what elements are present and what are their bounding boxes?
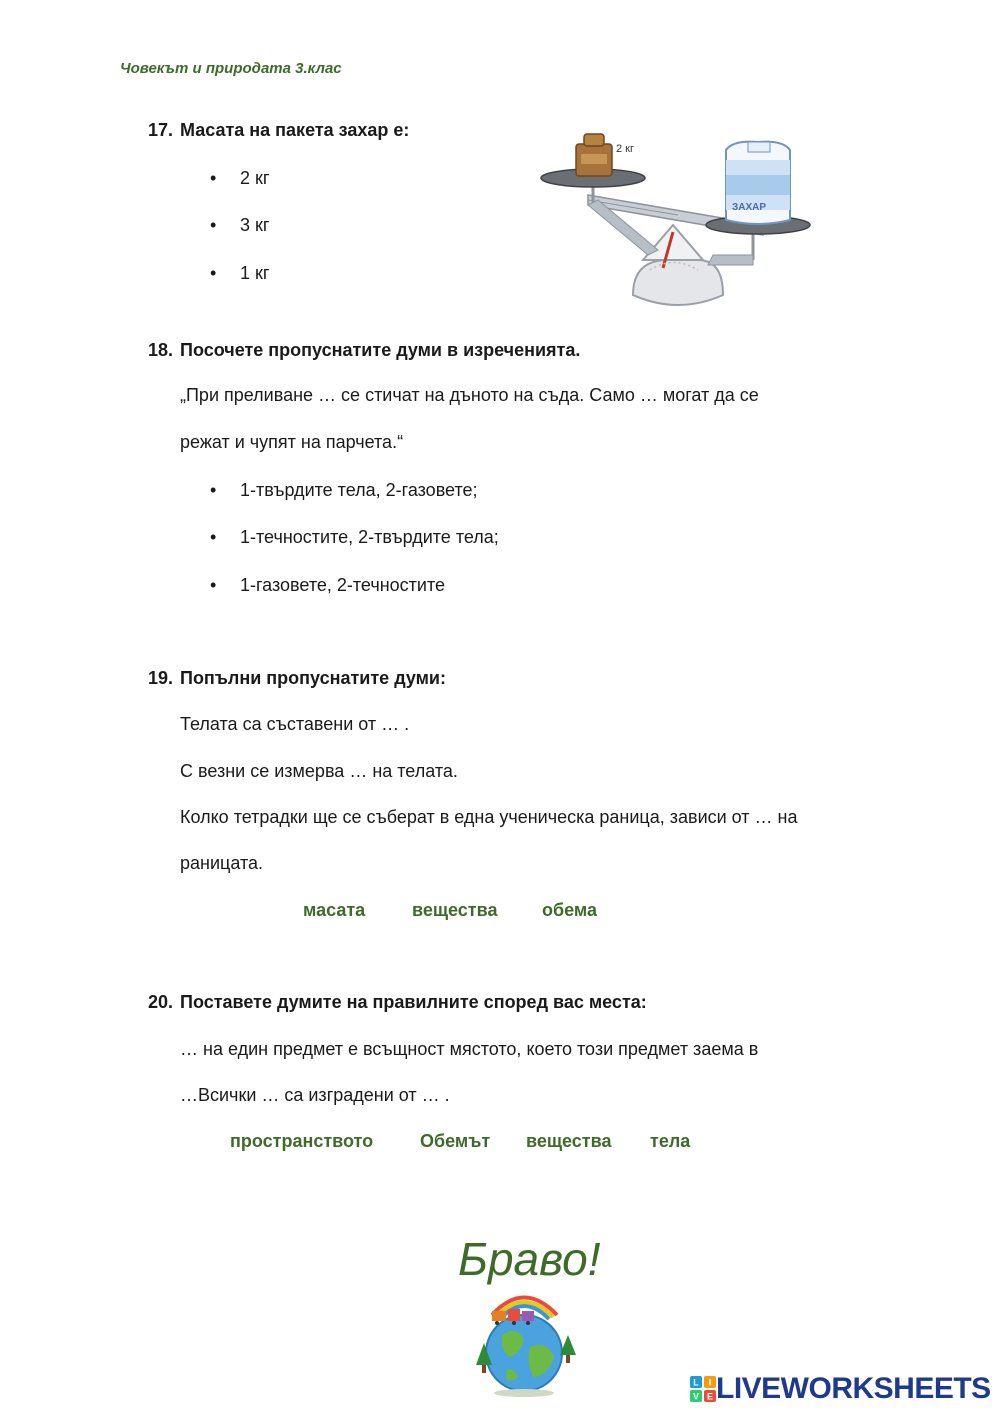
liveworksheets-brand[interactable] (690, 1372, 991, 1406)
q19-line3: Колко тетрадки ще се съберат в една ученическа раница, зависи от … на (180, 807, 798, 827)
option-label: 1-течностите, 2-твърдите тела; (240, 527, 499, 547)
q17-option-2[interactable]: • 3 кг (210, 215, 270, 235)
q20-word-obemat[interactable]: Обемът (420, 1131, 491, 1151)
q20-word-prostranstvoto[interactable]: пространството (230, 1131, 374, 1151)
q18-title: Посочете пропуснатите думи в изреченията. (180, 340, 581, 360)
q20-number: 20. (148, 992, 174, 1012)
q18-option-3[interactable]: • 1-газовете, 2-течностите (210, 575, 446, 595)
logo-letter: L (693, 1377, 699, 1388)
logo-letter: V (692, 1391, 700, 1402)
q20-line2: …Всички … са изградени от … . (180, 1085, 450, 1105)
option-label: 1-твърдите тела, 2-газовете; (240, 480, 478, 500)
q17-number: 17. (148, 120, 174, 140)
q19-title: Попълни пропуснатите думи: (180, 668, 446, 688)
q19-line4: раницата. (180, 853, 263, 873)
option-label: 1-газовете, 2-течностите (240, 575, 446, 595)
q20-word-tela[interactable]: тела (650, 1131, 691, 1151)
page-header: Човекът и природата 3.клас (120, 60, 342, 77)
liveworksheets-wordmark: LIVEWORKSHEETS (716, 1372, 991, 1405)
q20-word-veshtestva[interactable]: вещества (526, 1131, 612, 1151)
q18-text-line1: „При преливане … се стичат на дъното на съда. Само … могат да се (180, 385, 759, 405)
option-label: 1 кг (240, 263, 270, 283)
q18-option-1[interactable]: • 1-твърдите тела, 2-газовете; (210, 480, 478, 500)
q19-word-veshtestva[interactable]: вещества (412, 900, 498, 920)
q19-word-masata[interactable]: масата (303, 900, 366, 920)
q19-number: 19. (148, 668, 174, 688)
liveworksheets-logo-icon (690, 1376, 716, 1402)
option-label: 3 кг (240, 215, 270, 235)
q19-line2: С везни се измерва … на телата. (180, 761, 458, 781)
q17-option-1[interactable]: • 2 кг (210, 168, 270, 188)
weight-label: 2 кг (616, 143, 634, 155)
q19-word-obema[interactable]: обема (542, 900, 597, 920)
option-label: 2 кг (240, 168, 270, 188)
q18-number: 18. (148, 340, 174, 360)
logo-letter: E (706, 1391, 714, 1402)
q18-option-2[interactable]: • 1-течностите, 2-твърдите тела; (210, 527, 499, 547)
balance-scale-illustration (528, 120, 828, 320)
bravo-text: Браво! (458, 1233, 601, 1285)
sugar-bag-label: ЗАХАР (732, 202, 767, 213)
globe-illustration (462, 1285, 587, 1400)
q20-line1: … на един предмет е всъщност мястото, което този предмет заема в (180, 1039, 759, 1059)
q17-option-3[interactable]: • 1 кг (210, 263, 270, 283)
q17-title: Масата на пакета захар е: (180, 120, 410, 140)
q19-line1: Телата са съставени от … . (180, 714, 410, 734)
q18-text-line2: режат и чупят на парчета.“ (180, 432, 404, 452)
logo-letter: I (708, 1377, 712, 1388)
q20-title: Поставете думите на правилните според вас места: (180, 992, 647, 1012)
